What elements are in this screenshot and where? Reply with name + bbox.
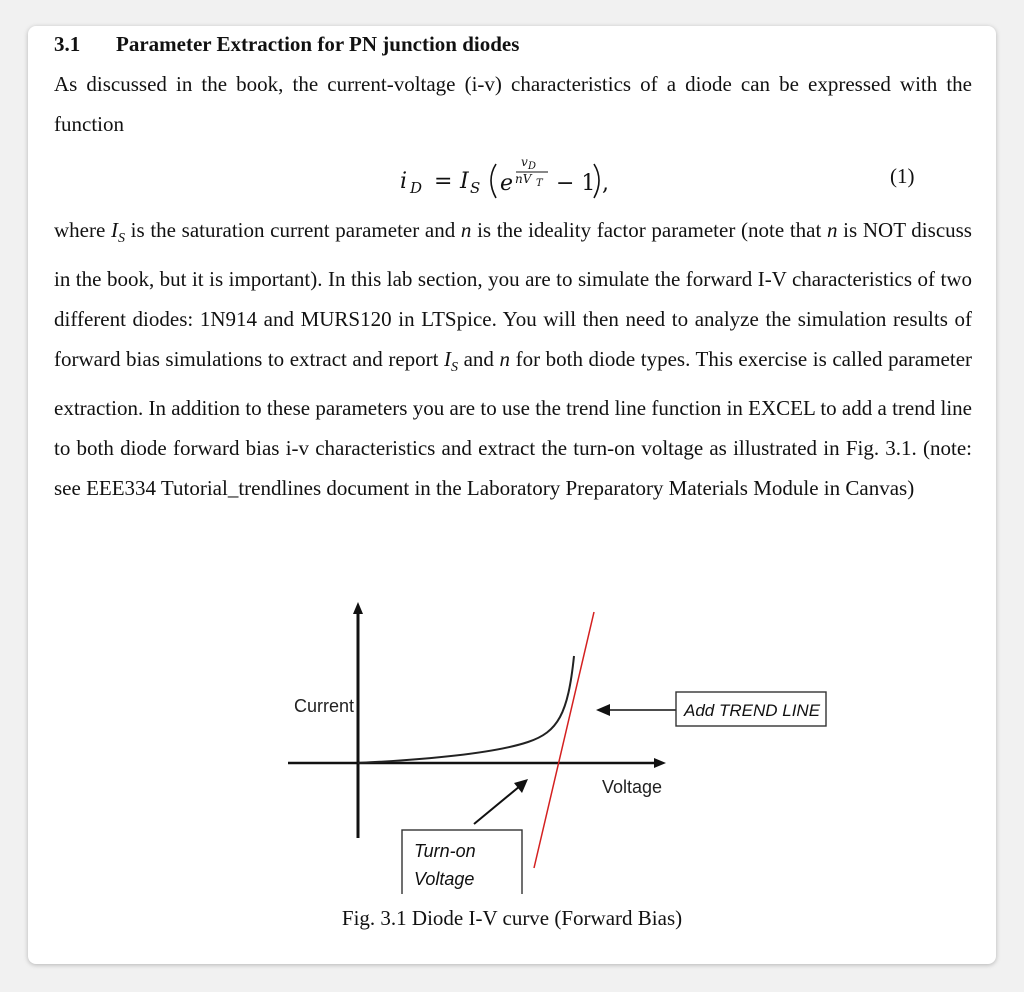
trend-arrow-head bbox=[596, 704, 610, 716]
eq-exp-num-sub: D bbox=[528, 161, 537, 172]
turnon-label-line2: Voltage bbox=[414, 869, 475, 889]
eq-exp-base: e bbox=[500, 171, 514, 196]
section-title: Parameter Extraction for PN junction diodes bbox=[116, 32, 520, 56]
eq-equals: = bbox=[434, 169, 453, 194]
symbol-n: n bbox=[460, 218, 472, 242]
turnon-arrow-head bbox=[514, 779, 528, 793]
body-paragraph bbox=[54, 210, 972, 508]
add-trend-line-label: Add TREND LINE bbox=[684, 701, 821, 720]
eq-coef-sub: S bbox=[470, 179, 481, 197]
symbol-n: n bbox=[827, 218, 838, 242]
section-number: 3.1 bbox=[54, 32, 81, 56]
symbol-is-sub: S bbox=[117, 231, 125, 247]
intro-paragraph: As discussed in the book, the current-voltage (i-v) characteristics of a diode can be expressed with the function bbox=[54, 72, 972, 136]
eq-lhs: i bbox=[400, 169, 408, 194]
turnon-label-line1: Turn-on bbox=[414, 841, 476, 861]
eq-trailing: , bbox=[602, 171, 609, 196]
eq-minus-one: − 1 bbox=[556, 171, 596, 196]
eq-lhs-sub: D bbox=[410, 179, 423, 197]
iv-curve-figure bbox=[258, 574, 838, 894]
eq-exp-den-sub: T bbox=[536, 178, 543, 189]
section-heading bbox=[54, 30, 519, 58]
body-text-4: is NOT discuss in the book, but it is important). In this lab section, you are to simulate the forward I-V characteristics of two different diodes: 1N914 and MURS120 in LTSpice. You will then need to analyze the simulation results of forward bias simulations to extract and report bbox=[54, 218, 972, 372]
body-text-3: is the ideality factor parameter (note that bbox=[471, 218, 827, 242]
symbol-is-sub: S bbox=[451, 360, 459, 376]
voltage-axis-label: Voltage bbox=[602, 777, 663, 797]
symbol-is: I bbox=[110, 218, 118, 242]
body-text-5: and bbox=[458, 347, 500, 372]
body-text-6: for both diode types. This exercise is called parameter extraction. In addition to these parameters you are to use the trend line function in EXCEL to add a trend line to both diode forward bias i-v characteristics and extract the turn-on voltage as illustrated in Fig. 3.1. (note: see EEE334 Tutorial_trendlines document in the Laboratory Preparatory Materials Module in Canvas) bbox=[54, 347, 973, 501]
eq-exp-num: v bbox=[521, 155, 528, 169]
figure-caption: Fig. 3.1 Diode I-V curve (Forward Bias) bbox=[341, 906, 683, 930]
document-page bbox=[28, 26, 996, 964]
trend-line bbox=[534, 612, 594, 868]
eq-coef: I bbox=[460, 169, 469, 194]
diode-equation bbox=[398, 144, 658, 202]
y-axis-arrowhead bbox=[353, 602, 363, 614]
equation-number: (1) bbox=[890, 164, 915, 188]
turnon-arrow-shaft bbox=[474, 786, 520, 824]
eq-left-paren bbox=[491, 164, 496, 198]
x-axis-arrowhead bbox=[654, 758, 666, 768]
body-text-2: is the saturation current parameter and bbox=[124, 218, 461, 242]
symbol-is: I bbox=[444, 347, 452, 372]
diode-iv-curve bbox=[358, 656, 574, 763]
body-text-1: where bbox=[54, 218, 111, 242]
symbol-n: n bbox=[499, 347, 511, 372]
eq-exp-den: nV bbox=[515, 172, 532, 186]
current-axis-label: Current bbox=[294, 696, 355, 716]
